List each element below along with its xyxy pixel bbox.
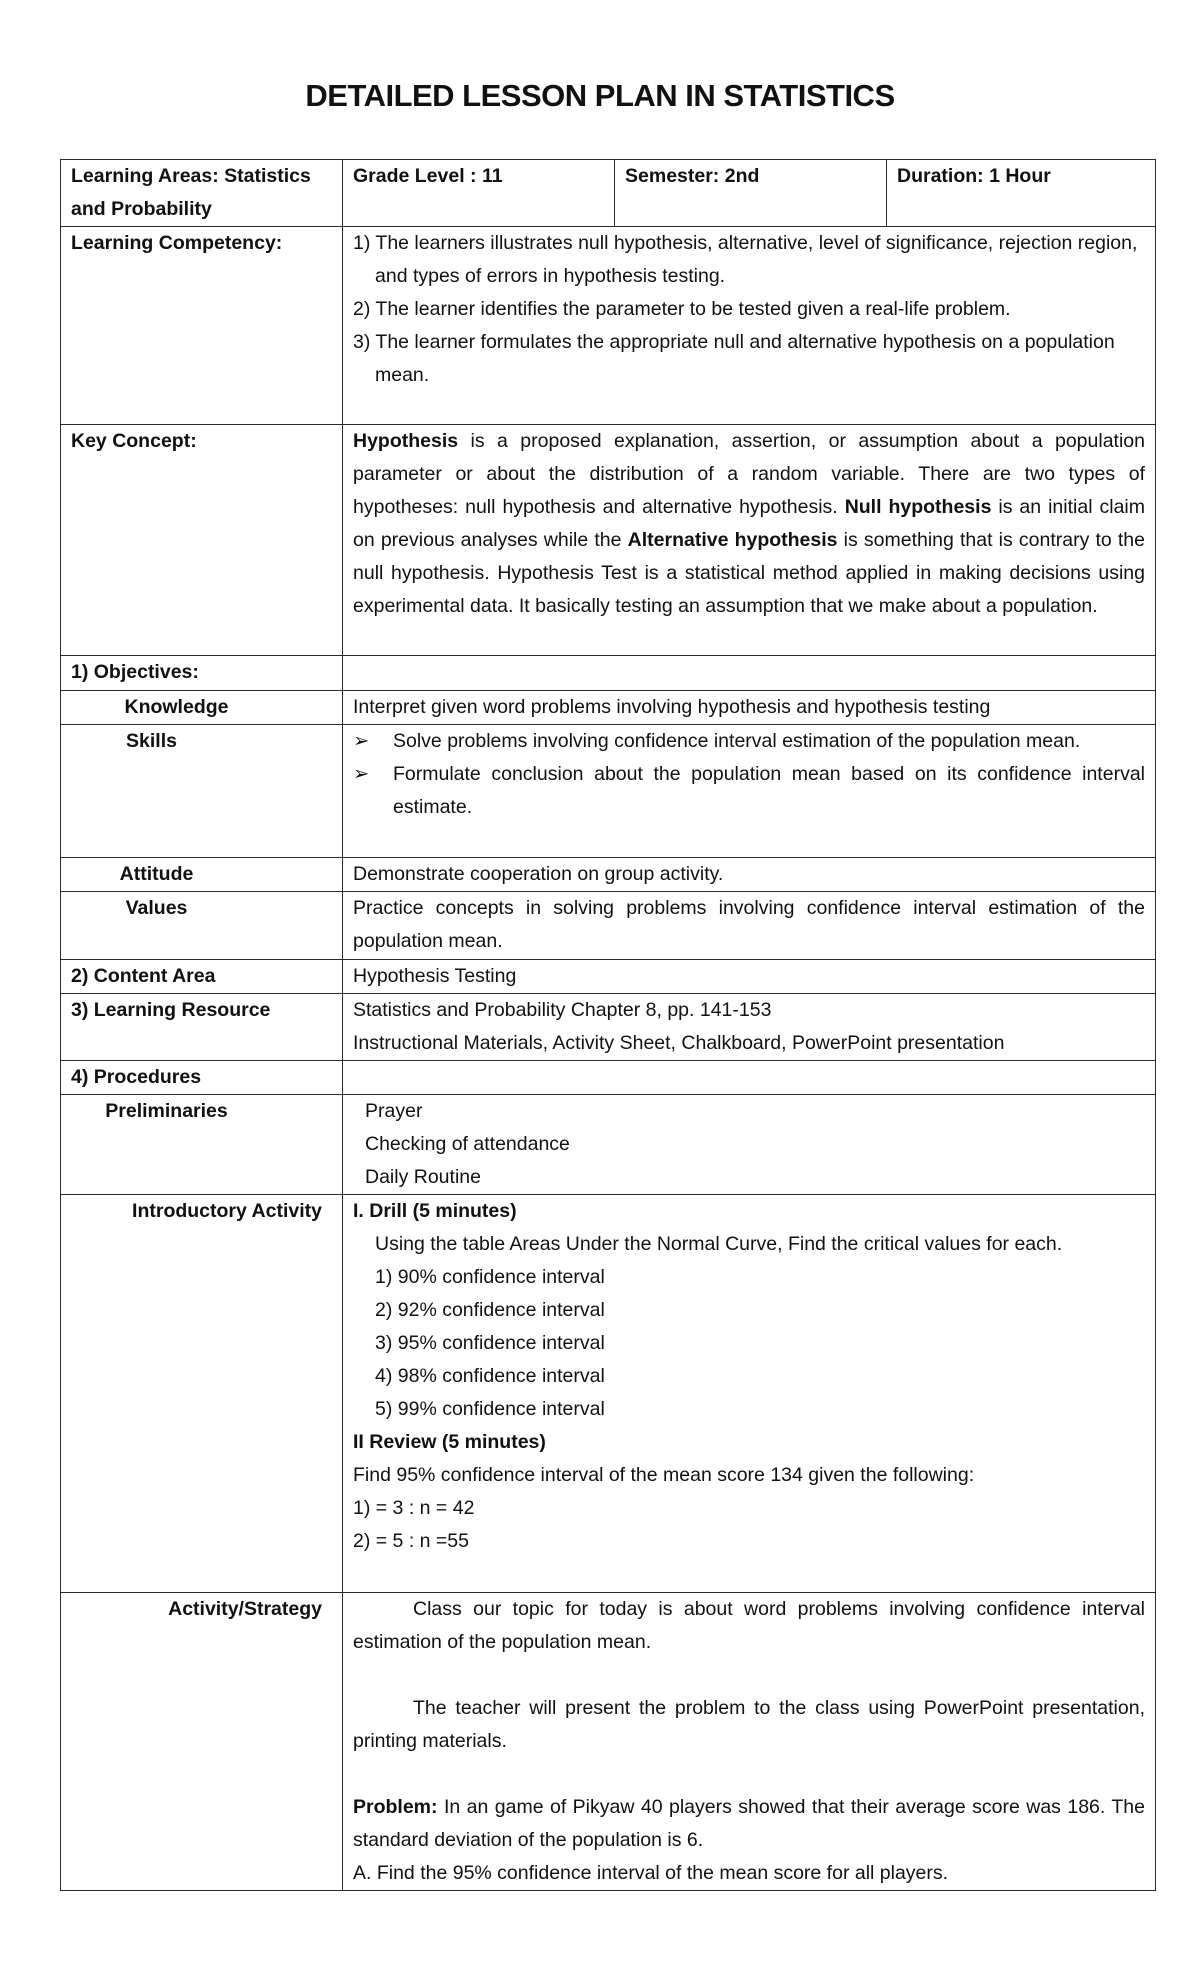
activity-paragraph: The teacher will present the problem to the class using PowerPoint presentation, printing materials.	[353, 1697, 1145, 1752]
objectives-empty-cell	[343, 656, 1156, 691]
review-item: 2) = 5 : n =55	[353, 1530, 470, 1552]
procedures-row	[61, 1061, 1156, 1095]
content-area-row	[61, 960, 1156, 994]
skill-text: Formulate conclusion about the population mean based on its confidence interval estimate.	[393, 763, 1145, 818]
learning-competency-label: Learning Competency:	[61, 227, 343, 425]
drill-heading: I. Drill (5 minutes)	[353, 1200, 517, 1222]
competency-item: 2) The learner identifies the parameter to be tested given a real-life problem.	[353, 298, 1011, 320]
skill-item	[353, 725, 1145, 758]
lesson-plan-table	[60, 159, 1156, 1891]
preliminary-item: Checking of attendance	[365, 1133, 570, 1155]
attitude-row	[61, 858, 1156, 892]
competency-item: 3) The learner formulates the appropriate null and alternative hypothesis on a population mean.	[353, 331, 1115, 386]
introductory-activity-row	[61, 1195, 1156, 1593]
key-concept-text: is an initial claim on previous analyses while the	[353, 496, 1145, 551]
learning-resource-content	[343, 994, 1156, 1061]
arrow-bullet-icon: ➢	[353, 763, 370, 785]
drill-instruction: Using the table Areas Under the Normal Curve, Find the critical values for each.	[375, 1233, 1063, 1255]
introductory-activity-label: Introductory Activity	[61, 1195, 343, 1593]
activity-strategy-row	[61, 1593, 1156, 1891]
values-row	[61, 892, 1156, 960]
learning-resource-label: 3) Learning Resource	[61, 994, 343, 1061]
arrow-bullet-icon: ➢	[353, 730, 370, 752]
problem-label: Problem:	[353, 1796, 438, 1818]
skill-text: Solve problems involving confidence interval estimation of the population mean.	[393, 730, 1081, 752]
learning-competency-content	[343, 227, 1156, 425]
skills-row	[61, 725, 1156, 858]
values-content: Practice concepts in solving problems involving confidence interval estimation of the population mean.	[343, 892, 1156, 960]
duration-cell: Duration: 1 Hour	[887, 160, 1156, 227]
drill-item: 2) 92% confidence interval	[375, 1299, 605, 1321]
review-heading: II Review (5 minutes)	[353, 1431, 546, 1453]
knowledge-content: Interpret given word problems involving hypothesis and hypothesis testing	[343, 691, 1156, 725]
activity-strategy-label: Activity/Strategy	[61, 1593, 343, 1891]
content-area-value: Hypothesis Testing	[343, 960, 1156, 994]
semester-cell: Semester: 2nd	[615, 160, 887, 227]
values-label: Values	[61, 892, 343, 960]
skills-content	[343, 725, 1156, 858]
activity-paragraph: Class our topic for today is about word problems involving confidence interval estimation of the population mean.	[353, 1598, 1145, 1653]
knowledge-label: Knowledge	[61, 691, 343, 725]
term-hypothesis: Hypothesis	[353, 430, 459, 452]
preliminary-item: Daily Routine	[365, 1166, 481, 1188]
preliminaries-label: Preliminaries	[61, 1095, 343, 1195]
term-alternative-hypothesis: Alternative hypothesis	[627, 529, 838, 551]
key-concept-row	[61, 425, 1156, 656]
introductory-activity-content	[343, 1195, 1156, 1593]
drill-item: 5) 99% confidence interval	[375, 1398, 605, 1420]
learning-resource-row	[61, 994, 1156, 1061]
preliminaries-row	[61, 1095, 1156, 1195]
skills-label: Skills	[61, 725, 343, 858]
drill-item: 4) 98% confidence interval	[375, 1365, 605, 1387]
key-concept-text: is a proposed explanation, assertion, or assumption about a population parameter or about the distribution of a random variable. There are two types of hypotheses: null hypothesis and alternative hypothesis.	[353, 430, 1145, 518]
competency-item: 1) The learners illustrates null hypothesis, alternative, level of significance, rejection region, and types of errors in hypothesis testing.	[353, 232, 1138, 287]
resource-line: Statistics and Probability Chapter 8, pp. 141-153	[353, 999, 772, 1021]
page-title: DETAILED LESSON PLAN IN STATISTICS	[305, 78, 895, 113]
objectives-row	[61, 656, 1156, 691]
header-row	[61, 160, 1156, 227]
learning-areas-cell: Learning Areas: Statistics and Probability	[61, 160, 343, 227]
procedures-empty-cell	[343, 1061, 1156, 1095]
key-concept-label: Key Concept:	[61, 425, 343, 656]
drill-item: 3) 95% confidence interval	[375, 1332, 605, 1354]
key-concept-content	[343, 425, 1156, 656]
learning-competency-row	[61, 227, 1156, 425]
preliminaries-content	[343, 1095, 1156, 1195]
review-instruction: Find 95% confidence interval of the mean score 134 given the following:	[353, 1464, 975, 1486]
preliminary-item: Prayer	[365, 1100, 423, 1122]
term-null-hypothesis: Null hypothesis	[844, 496, 992, 518]
attitude-content: Demonstrate cooperation on group activity.	[343, 858, 1156, 892]
key-concept-text: is something that is contrary to the null hypothesis. Hypothesis Test is a statistical method applied in making decisions using experimental data. It basically testing an assumption that we make about a population.	[353, 529, 1145, 617]
drill-item: 1) 90% confidence interval	[375, 1266, 605, 1288]
attitude-label: Attitude	[61, 858, 343, 892]
grade-level-cell: Grade Level : 11	[343, 160, 615, 227]
skill-item	[353, 758, 1145, 824]
resource-line: Instructional Materials, Activity Sheet, Chalkboard, PowerPoint presentation	[353, 1032, 1005, 1054]
knowledge-row	[61, 691, 1156, 725]
activity-strategy-content	[343, 1593, 1156, 1891]
objectives-label: 1) Objectives:	[61, 656, 343, 691]
problem-task: A. Find the 95% confidence interval of the mean score for all players.	[353, 1862, 949, 1884]
content-area-label: 2) Content Area	[61, 960, 343, 994]
problem-text: In an game of Pikyaw 40 players showed that their average score was 186. The standard deviation of the population is 6.	[353, 1796, 1145, 1851]
review-item: 1) = 3 : n = 42	[353, 1497, 475, 1519]
problem-statement	[353, 1791, 1145, 1857]
procedures-label: 4) Procedures	[61, 1061, 343, 1095]
